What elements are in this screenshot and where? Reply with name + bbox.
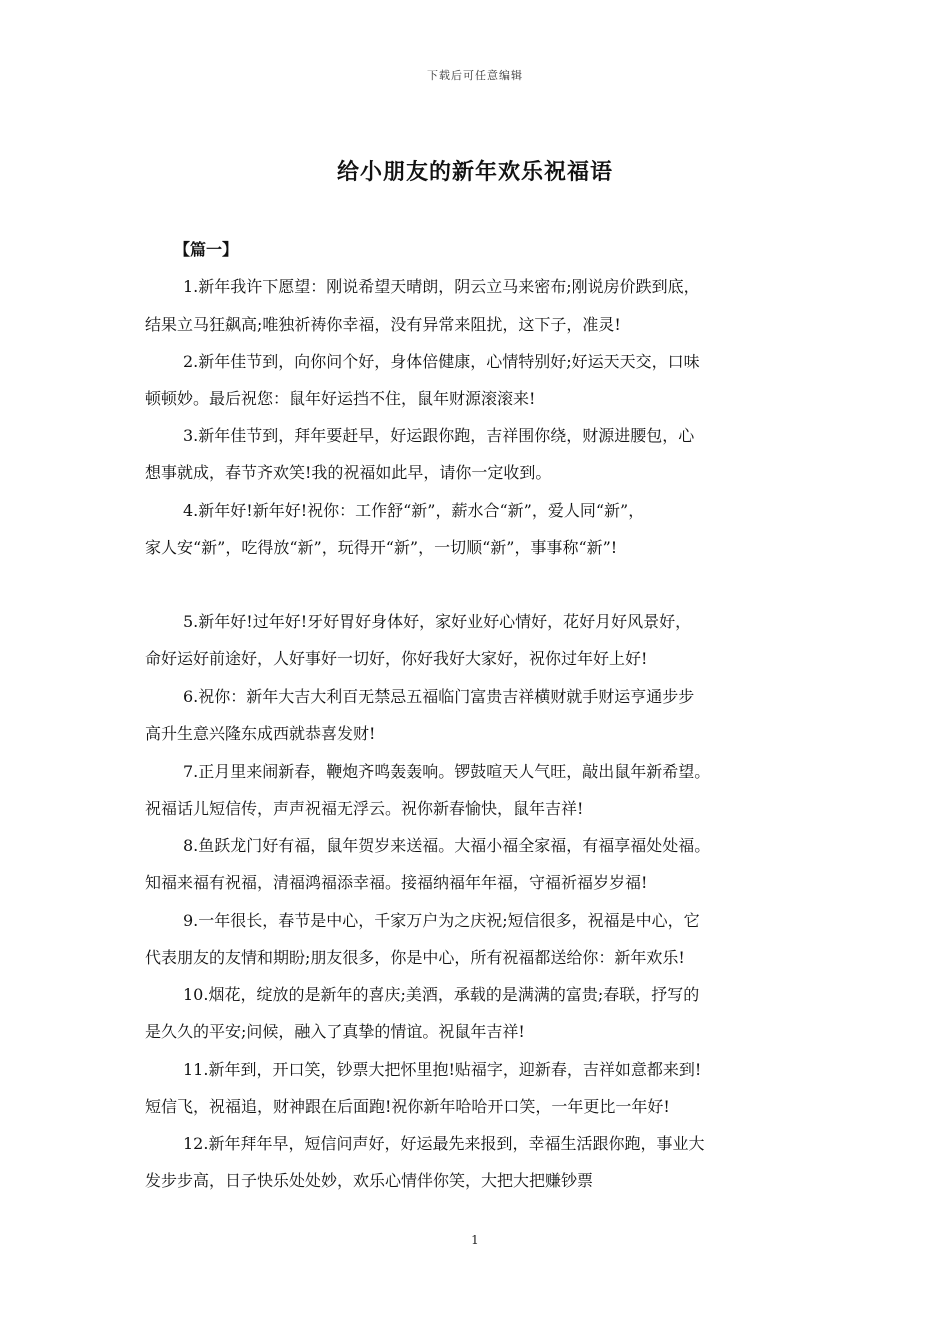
page-header-note: 下载后可任意编辑 <box>427 69 523 82</box>
paragraph-line: 2.新年佳节到，向你问个好，身体倍健康，心情特别好;好运天天交，口味 <box>183 352 700 371</box>
paragraph-line: 结果立马狂飙高;唯独祈祷你幸福，没有异常来阻扰，这下子，准灵! <box>145 315 621 334</box>
paragraph-line: 是久久的平安;问候，融入了真挚的情谊。祝鼠年吉祥! <box>145 1022 525 1041</box>
paragraph-line: 8.鱼跃龙门好有福，鼠年贺岁来送福。大福小福全家福，有福享福处处福。 <box>183 836 711 855</box>
paragraph-line: 9.一年很长，春节是中心，千家万户为之庆祝;短信很多，祝福是中心，它 <box>183 911 700 930</box>
paragraph-line: 5.新年好!过年好!牙好胃好身体好，家好业好心情好，花好月好风景好， <box>183 612 692 631</box>
paragraph-line: 短信飞，祝福追，财神跟在后面跑!祝你新年哈哈开口笑，一年更比一年好! <box>145 1097 670 1116</box>
paragraph-line: 6.祝你：新年大吉大利百无禁忌五福临门富贵吉祥横财就手财运亨通步步 <box>183 687 695 706</box>
paragraph-line: 想事就成，春节齐欢笑!我的祝福如此早，请你一定收到。 <box>145 463 552 482</box>
paragraph-line: 高升生意兴隆东成西就恭喜发财! <box>145 724 376 743</box>
paragraph-line: 11.新年到，开口笑，钞票大把怀里抱!贴福字，迎新春，吉祥如意都来到! <box>183 1060 702 1079</box>
paragraph-line: 1.新年我许下愿望：刚说希望天晴朗，阴云立马来密布;刚说房价跌到底， <box>183 277 700 296</box>
paragraph-line: 发步步高，日子快乐处处妙，欢乐心情伴你笑，大把大把赚钞票 <box>145 1171 594 1190</box>
paragraph-line: 12.新年拜年早，短信问声好，好运最先来报到，幸福生活跟你跑，事业大 <box>183 1134 705 1153</box>
paragraph-line: 顿顿妙。最后祝您：鼠年好运挡不住，鼠年财源滚滚来! <box>145 389 536 408</box>
paragraph-line: 祝福话儿短信传，声声祝福无浮云。祝你新春愉快，鼠年吉祥! <box>145 799 584 818</box>
paragraph-line: 知福来福有祝福，清福鸿福添幸福。接福纳福年年福，守福祈福岁岁福! <box>145 873 648 892</box>
paragraph-line: 4.新年好!新年好!祝你：工作舒“新”，薪水合“新”，爱人同“新”， <box>183 501 645 520</box>
section-label: 【篇一】 <box>174 240 239 259</box>
paragraph-line: 代表朋友的友情和期盼;朋友很多，你是中心，所有祝福都送给你：新年欢乐! <box>145 948 685 967</box>
page-number: 1 <box>471 1233 479 1247</box>
paragraph-line: 家人安“新”，吃得放“新”，玩得开“新”，一切顺“新”，事事称“新”! <box>145 538 618 557</box>
paragraph-line: 10.烟花，绽放的是新年的喜庆;美酒，承载的是满满的富贵;春联，抒写的 <box>183 985 700 1004</box>
paragraph-line: 7.正月里来闹新春，鞭炮齐鸣轰轰响。锣鼓喧天人气旺，敲出鼠年新希望。 <box>183 762 711 781</box>
paragraph-line: 命好运好前途好，人好事好一切好，你好我好大家好，祝你过年好上好! <box>145 649 648 668</box>
paragraph-line: 3.新年佳节到，拜年要赶早，好运跟你跑，吉祥围你绕，财源进腰包，心 <box>183 426 695 445</box>
document-title: 给小朋友的新年欢乐祝福语 <box>336 159 613 185</box>
